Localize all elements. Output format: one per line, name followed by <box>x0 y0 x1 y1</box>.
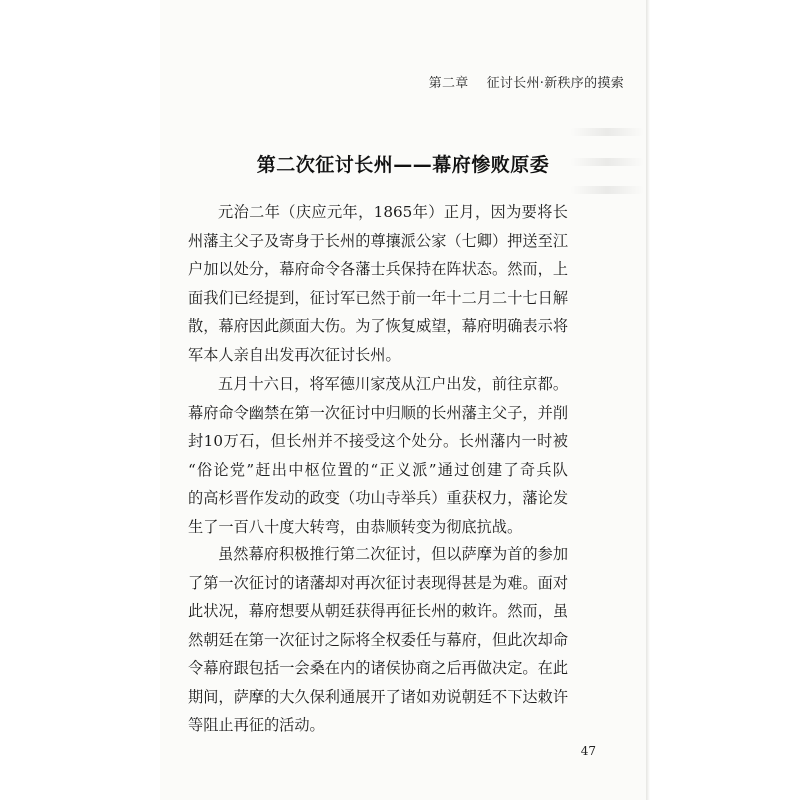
text-line: 的高杉晋作发动的政变（功山寺举兵）重获权力，藩论发 <box>188 489 568 507</box>
page-edge-shadow <box>646 0 650 800</box>
text-line: 令幕府跟包括一会桑在内的诸侯协商之后再做决定。在此 <box>188 659 568 677</box>
text-line: 五月十六日，将军德川家茂从江户出发，前往京都。 <box>218 375 568 393</box>
paragraph-text <box>188 370 568 541</box>
paragraph-text <box>188 540 568 740</box>
running-head-title: 征讨长州·新秩序的摸索 <box>486 76 624 91</box>
paragraph-1 <box>188 198 568 369</box>
text-line: 然朝廷在第一次征讨之际将全权委任与幕府，但此次却命 <box>188 630 568 649</box>
section-title: 第二次征讨长州——幕府惨败原委 <box>256 154 550 176</box>
paragraph-text <box>188 198 568 369</box>
paragraph-3 <box>188 540 568 740</box>
page-number: 47 <box>580 744 596 758</box>
text-line: 此状况，幕府想要从朝廷获得再征长州的敕许。然而，虽 <box>188 602 568 620</box>
text-line: 封10万石，但长州并不接受这个处分。长州藩内一时被 <box>188 432 568 450</box>
show-through-shadow <box>570 186 644 194</box>
text-line: 生了一百八十度大转弯，由恭顺转变为彻底抗战。 <box>188 517 523 536</box>
text-line: 了第一次征讨的诸藩却对再次征讨表现得甚是为难。面对 <box>188 573 568 592</box>
text-line: 面我们已经提到，征讨军已然于前一年十二月二十七日解 <box>188 288 568 307</box>
running-head-chapter: 第二章 <box>428 76 469 91</box>
book-page <box>160 0 646 800</box>
text-line: 等阻止再征的活动。 <box>188 716 325 734</box>
text-line: 元治二年（庆应元年，1865年）正月，因为要将长 <box>218 203 568 221</box>
text-line: 户加以处分，幕府命令各藩士兵保持在阵状态。然而，上 <box>188 260 568 278</box>
text-line: 幕府命令幽禁在第一次征讨中归顺的长州藩主父子，并削 <box>188 403 568 422</box>
text-line: 州藩主父子及寄身于长州的尊攘派公家（七卿）押送至江 <box>188 231 568 250</box>
running-head <box>429 72 624 91</box>
paragraph-2 <box>188 370 568 541</box>
text-line: “俗论党”赶出中枢位置的“正义派”通过创建了奇兵队 <box>188 460 568 479</box>
text-line: 虽然幕府积极推行第二次征讨，但以萨摩为首的参加 <box>218 545 568 563</box>
text-line: 期间，萨摩的大久保利通展开了诸如劝说朝廷不下达敕许 <box>188 687 568 706</box>
text-line: 军本人亲自出发再次征讨长州。 <box>188 345 401 364</box>
show-through-shadow <box>570 128 644 136</box>
text-line: 散，幕府因此颜面大伤。为了恢复威望，幕府明确表示将 <box>188 317 568 335</box>
